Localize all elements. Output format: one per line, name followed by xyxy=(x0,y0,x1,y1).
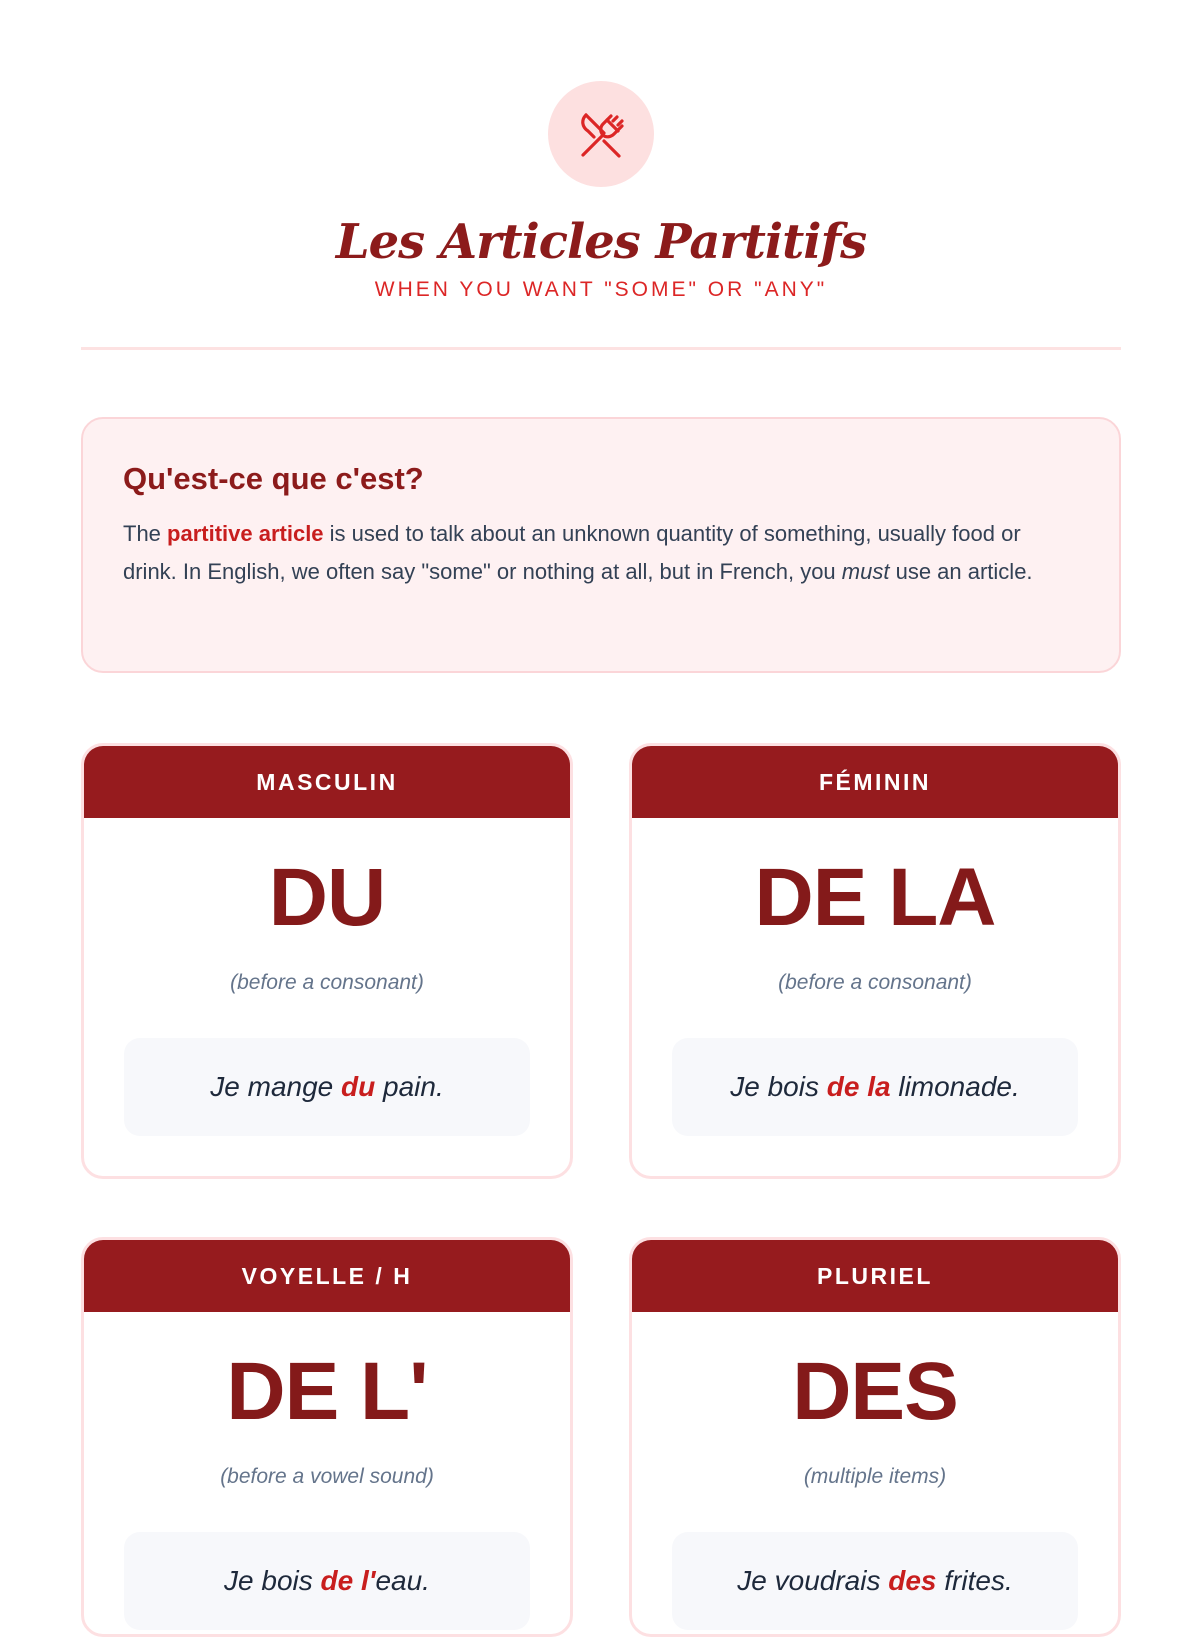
intro-text xyxy=(123,515,1079,591)
example-before: Je voudrais xyxy=(737,1565,889,1596)
card-pluriel xyxy=(629,1237,1121,1637)
logo-badge xyxy=(548,81,654,187)
example-sentence xyxy=(124,1038,530,1136)
example-after: pain. xyxy=(375,1071,444,1102)
article-form: DES xyxy=(792,1346,958,1437)
card-header: FÉMININ xyxy=(632,746,1118,818)
example-article: du xyxy=(341,1071,376,1102)
intro-highlight: partitive article xyxy=(167,521,324,546)
page-subtitle: WHEN YOU WANT "SOME" OR "ANY" xyxy=(374,278,828,301)
usage-note: (multiple items) xyxy=(803,1465,947,1488)
example-sentence xyxy=(672,1532,1078,1630)
article-form: DE L' xyxy=(226,1346,428,1437)
example-after: eau. xyxy=(375,1565,430,1596)
card-masculin xyxy=(81,743,573,1179)
utensils-icon xyxy=(574,107,628,161)
example-before: Je mange xyxy=(210,1071,342,1102)
intro-heading: Qu'est-ce que c'est? xyxy=(123,461,424,496)
page-title: Les Articles Partitifs xyxy=(335,214,867,270)
intro-text-end: use an article. xyxy=(889,559,1033,584)
card-voyelle xyxy=(81,1237,573,1637)
example-after: limonade. xyxy=(890,1071,1020,1102)
intro-box xyxy=(81,417,1121,673)
intro-emphasis: must xyxy=(841,559,890,584)
intro-text-start: The xyxy=(123,521,168,546)
intro-text-middle: is used to talk about an unknown quantity of something, usually food or drink. In English, we often say "some" or nothing at all, but in French, you xyxy=(123,521,1021,584)
usage-note: (before a vowel sound) xyxy=(220,1465,434,1488)
card-header: MASCULIN xyxy=(84,746,570,818)
example-before: Je bois xyxy=(224,1565,321,1596)
example-after: frites. xyxy=(936,1565,1013,1596)
header-divider xyxy=(81,347,1121,350)
usage-note: (before a consonant) xyxy=(230,971,424,994)
article-form: DU xyxy=(268,852,386,943)
example-article: des xyxy=(888,1565,937,1596)
card-header: VOYELLE / H xyxy=(84,1240,570,1312)
example-article: de l' xyxy=(320,1565,376,1596)
card-header: PLURIEL xyxy=(632,1240,1118,1312)
example-before: Je bois xyxy=(730,1071,827,1102)
example-article: de la xyxy=(826,1071,891,1102)
example-sentence xyxy=(672,1038,1078,1136)
usage-note: (before a consonant) xyxy=(778,971,972,994)
example-sentence xyxy=(124,1532,530,1630)
article-form: DE LA xyxy=(754,852,996,943)
card-feminin xyxy=(629,743,1121,1179)
